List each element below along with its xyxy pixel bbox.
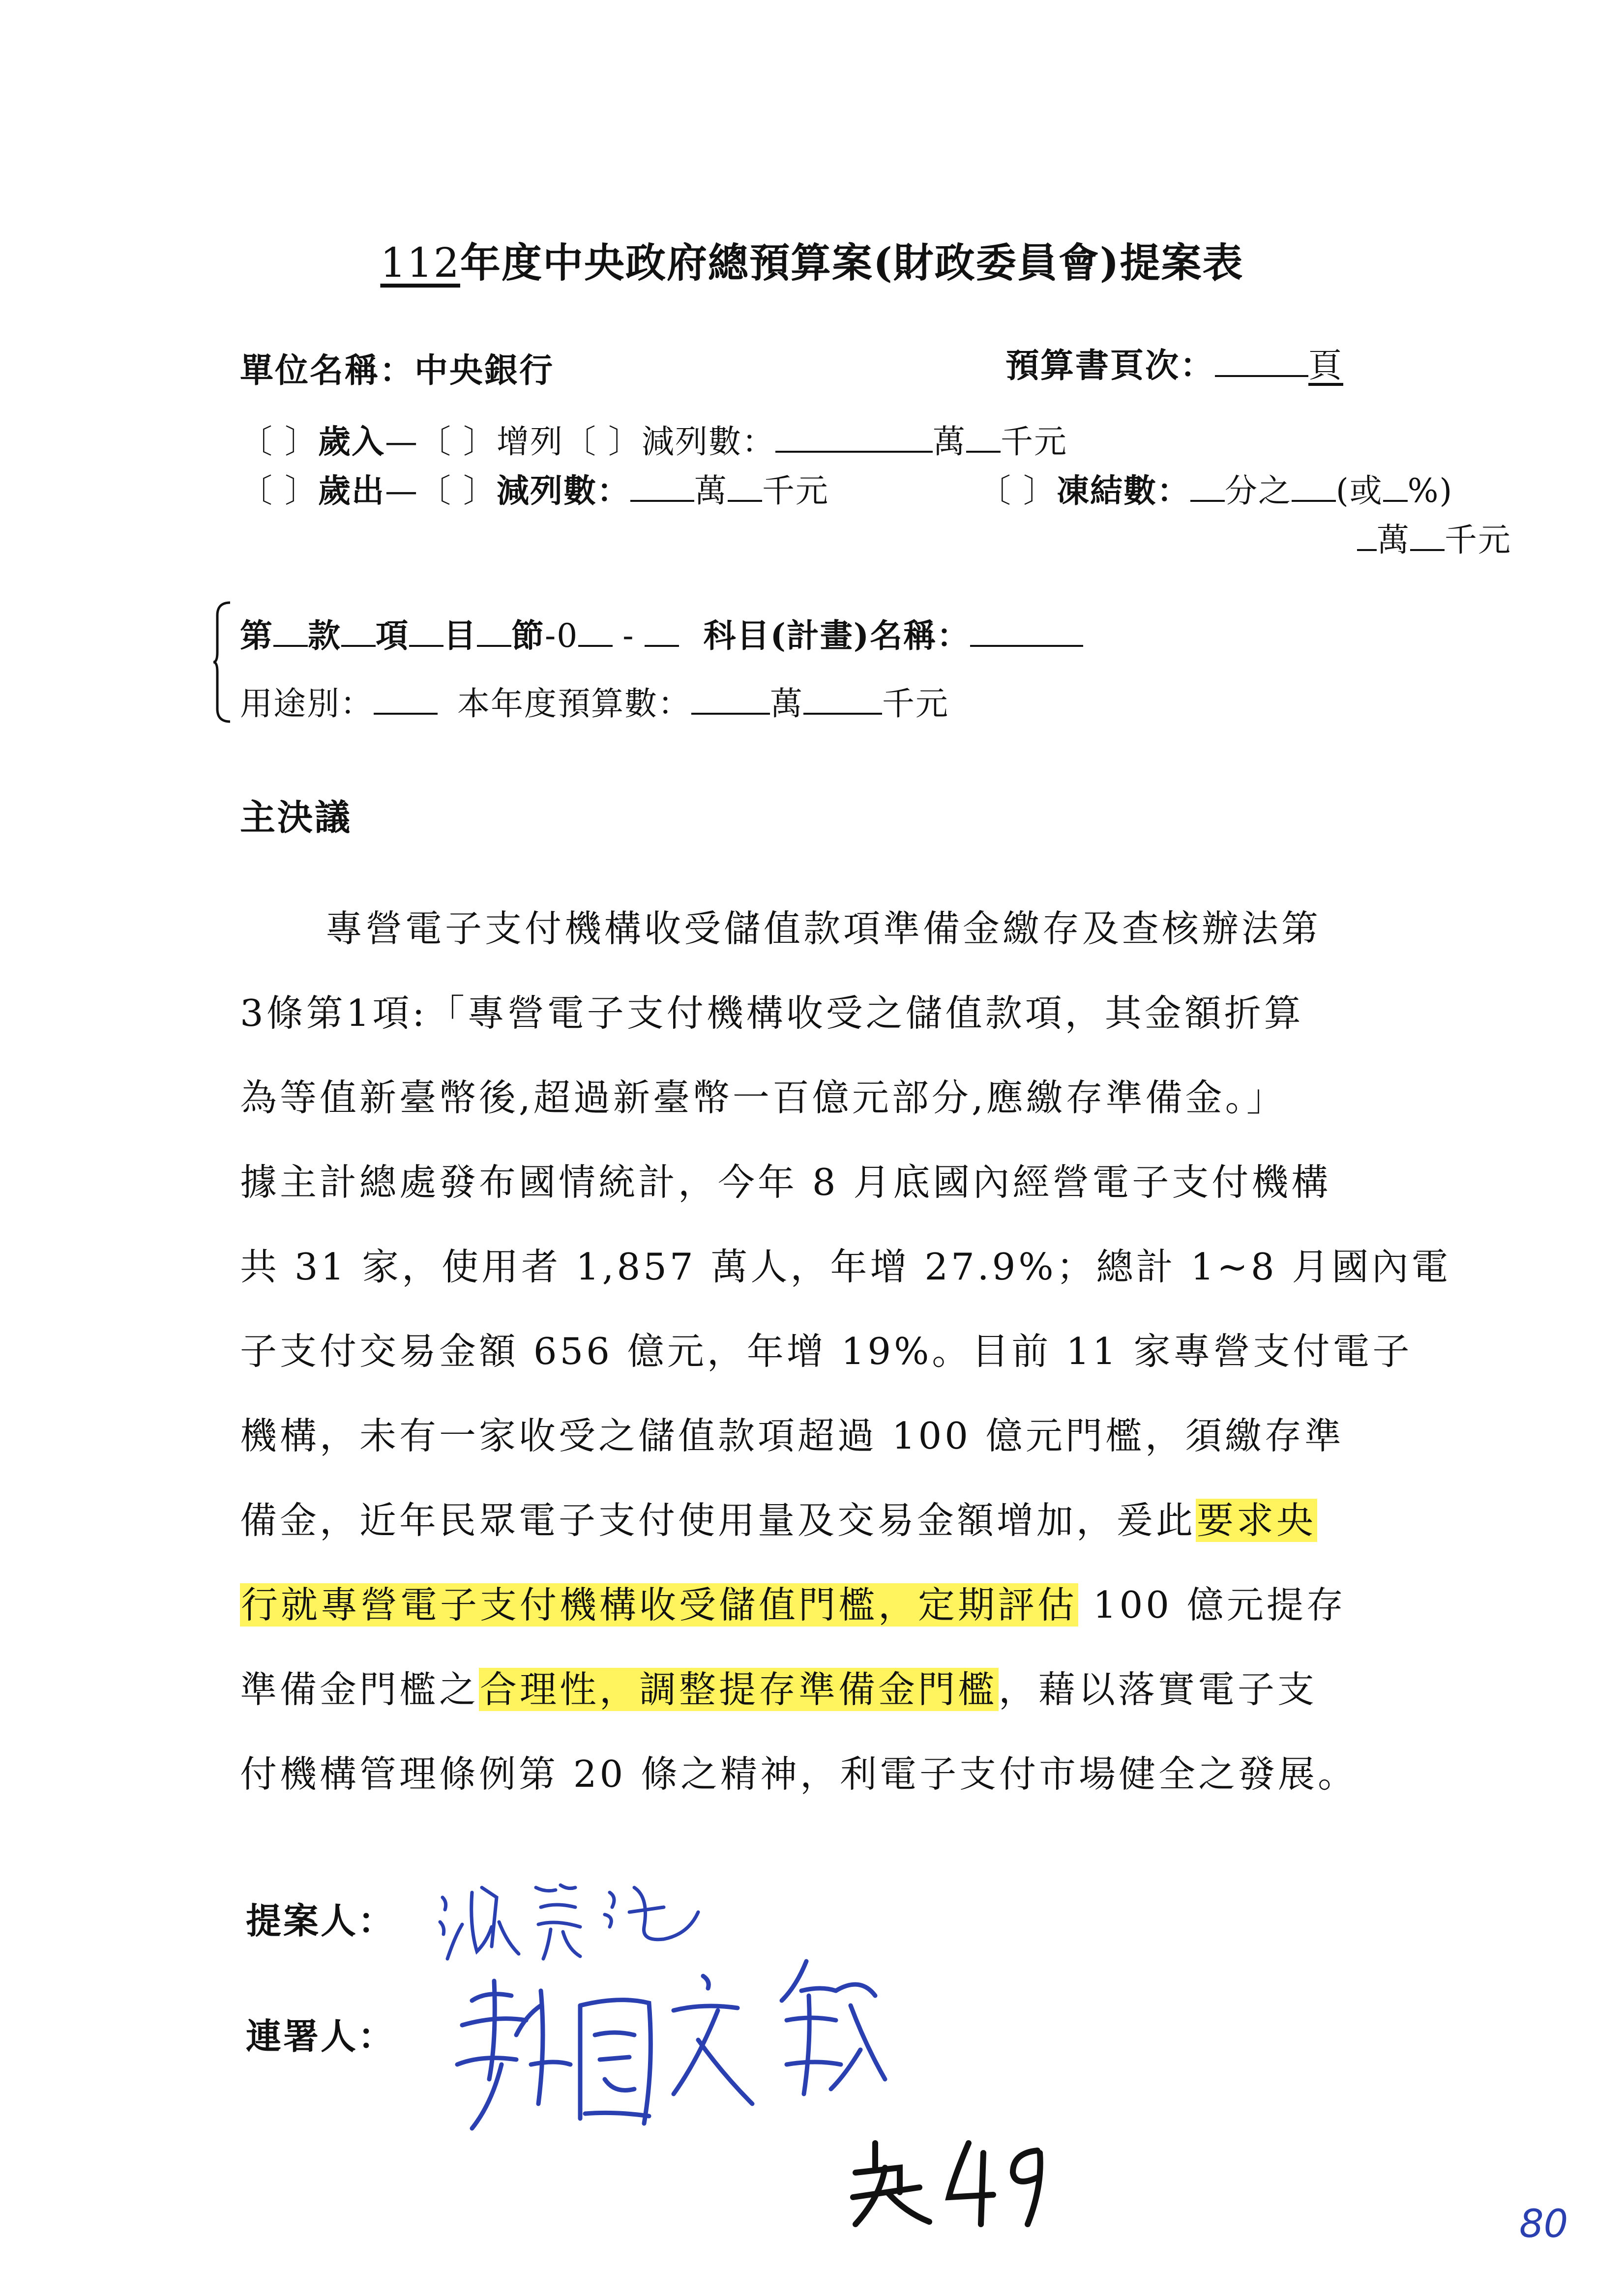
body-line-1: 專營電子支付機構收受儲值款項準備金繳存及查核辦法第 — [325, 907, 1322, 950]
body-line-9 — [240, 1576, 1346, 1628]
expense-wan-blank — [630, 472, 694, 502]
usage-label: 用途別： — [240, 685, 374, 723]
body-line-5: 共 31 家，使用者 1,857 萬人，年增 27.9%；總計 1~8 月國內電 — [240, 1245, 1451, 1288]
freeze-denom-blank — [1190, 472, 1225, 502]
left-brace — [212, 601, 232, 724]
highlight-1: 要求央 — [1197, 1499, 1317, 1542]
decrease-label: 減列數： — [641, 423, 775, 461]
freeze-or: (或 — [1335, 472, 1383, 510]
stamp-mark — [846, 2133, 1062, 2232]
budget-wan: 萬 — [770, 685, 803, 723]
page-suffix: 頁 — [1308, 347, 1344, 385]
expense-qian: 千元 — [762, 472, 829, 510]
budget-label: 本年度預算數： — [457, 685, 691, 723]
expense-decrease-checkbox: 〔 〕 — [418, 472, 497, 510]
cosigner-label: 連署人： — [246, 2015, 396, 2057]
freeze-amount-row — [1357, 514, 1511, 560]
highlight-2: 行就專營電子支付機構收受儲值門檻，定期評估 — [241, 1583, 1078, 1627]
body-line-7: 機構，未有一家收受之儲值款項超過 100 億元門檻，須繳存準 — [240, 1414, 1344, 1457]
freeze-pct-blank — [1383, 472, 1408, 502]
item-zero: -0 — [545, 617, 579, 655]
item-jie-blank — [477, 617, 511, 647]
title-year: 112 — [380, 240, 460, 287]
freeze-checkbox: 〔 〕 — [978, 472, 1057, 510]
revenue-checkbox: 〔 〕 — [240, 423, 318, 461]
revenue-wan-blank — [775, 423, 933, 453]
decrease-checkbox: 〔 〕 — [563, 423, 642, 461]
body-line-2: 3條第1項:「專營電子支付機構收受之儲值款項，其金額折算 — [240, 991, 1304, 1035]
item-row — [240, 610, 1083, 656]
page-title — [0, 231, 1624, 289]
page-number: 80 — [1519, 2202, 1568, 2246]
body-line-11: 付機構管理條例第 20 條之精神，利電子支付市場健全之發展。 — [240, 1752, 1358, 1796]
freeze-num-blank — [1292, 472, 1336, 502]
expense-dash: — — [384, 472, 418, 510]
highlight-3: 合理性，調整提存準備金門檻 — [480, 1668, 998, 1711]
revenue-label: 歲入 — [318, 422, 385, 461]
item-xiang: 項 — [376, 616, 409, 655]
body-line-10-text-b: ，藉以落實電子支 — [999, 1668, 1318, 1711]
freeze-label: 凍結數： — [1056, 471, 1190, 510]
item-jie: 節 — [511, 616, 545, 655]
expense-label: 歲出 — [318, 471, 385, 510]
budget-wan-blank — [691, 685, 770, 715]
budget-qian-blank — [803, 685, 882, 715]
revenue-dash: — — [384, 423, 418, 461]
revenue-qian-blank — [966, 423, 1001, 453]
page-blank — [1215, 348, 1308, 377]
item-code-blank — [578, 617, 613, 647]
body-line-4: 據主計總處發布國情統計，今年 8 月底國內經營電子支付機構 — [240, 1161, 1331, 1204]
expense-wan: 萬 — [694, 472, 728, 510]
item-name-label: 科目(計畫)名稱： — [703, 616, 971, 655]
expense-qian-blank — [728, 472, 762, 502]
proposer-label: 提案人： — [246, 1900, 396, 1942]
item-xiang-blank — [341, 617, 376, 647]
increase-checkbox: 〔 〕 — [418, 423, 497, 461]
freeze-row — [978, 465, 1453, 511]
item-di: 第 — [240, 616, 273, 655]
body-line-8 — [240, 1491, 1317, 1544]
body-line-10-text-a: 準備金門檻之 — [240, 1668, 479, 1711]
item-dash: - — [622, 617, 635, 655]
freeze-wan-blank — [1357, 522, 1377, 551]
body-line-3: 為等值新臺幣後,超過新臺幣一百億元部分,應繳存準備金。」 — [240, 1076, 1287, 1119]
main-resolution-heading: 主決議 — [240, 796, 353, 838]
freeze-qian: 千元 — [1445, 521, 1511, 559]
budget-page — [1005, 339, 1343, 387]
body-line-9-text: 100 億元提存 — [1078, 1583, 1346, 1627]
body-line-10 — [240, 1660, 1317, 1713]
budget-qian: 千元 — [882, 685, 949, 723]
revenue-qian: 千元 — [1000, 423, 1067, 461]
body-line-8-text: 備金，近年民眾電子支付使用量及交易金額增加，爰此 — [240, 1499, 1196, 1542]
item-mu: 目 — [443, 616, 477, 655]
cosigner-signature — [443, 1917, 983, 2163]
item-mu-blank — [409, 617, 443, 647]
expense-decrease-label: 減列數： — [496, 471, 630, 510]
freeze-qian-blank — [1410, 522, 1445, 551]
item-name-blank — [970, 617, 1083, 647]
body-line-6: 子支付交易金額 656 億元，年增 19%。目前 11 家專營支付電子 — [240, 1330, 1413, 1373]
increase-label: 增列 — [496, 423, 563, 461]
item-code2-blank — [645, 617, 679, 647]
revenue-wan: 萬 — [932, 423, 966, 461]
expense-row — [240, 465, 829, 511]
item-kuan-blank — [273, 617, 308, 647]
expense-checkbox: 〔 〕 — [240, 472, 318, 510]
freeze-pct: %) — [1407, 472, 1453, 510]
page-label: 預算書頁次： — [1005, 346, 1215, 385]
title-text: 年度中央政府總預算案(財政委員會)提案表 — [460, 239, 1244, 287]
unit-name — [240, 344, 554, 392]
unit-value: 中央銀行 — [414, 351, 555, 390]
item-kuan: 款 — [308, 616, 341, 655]
revenue-row — [240, 415, 1067, 462]
usage-row — [240, 677, 949, 724]
freeze-fen: 分之 — [1224, 472, 1292, 510]
freeze-wan: 萬 — [1377, 521, 1410, 559]
usage-blank — [374, 685, 438, 715]
unit-label: 單位名稱： — [240, 351, 415, 390]
